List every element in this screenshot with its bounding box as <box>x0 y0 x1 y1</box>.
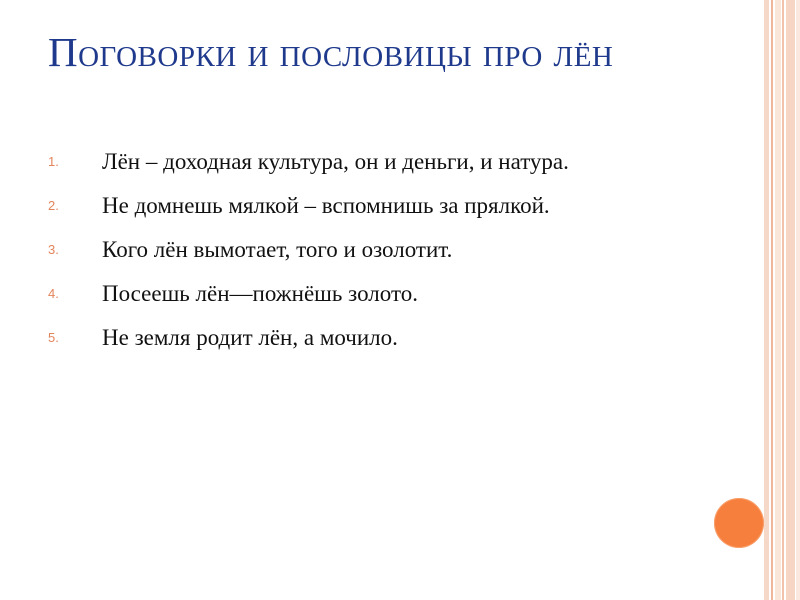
list-number: 1. <box>48 154 59 169</box>
list-number: 3. <box>48 242 59 257</box>
decorative-stripe <box>786 0 795 600</box>
decorative-circle <box>714 498 764 548</box>
list-item <box>48 278 668 309</box>
list-item <box>48 234 668 265</box>
list-number: 5. <box>48 330 59 345</box>
decorative-stripe <box>771 0 773 600</box>
proverb-text: Кого лён вымотает, того и озолотит. <box>102 237 453 262</box>
slide-title: Поговорки и пословицы про лён <box>48 29 614 75</box>
proverb-text: Посеешь лён—пожнёшь золото. <box>102 281 418 306</box>
list-item <box>48 190 668 221</box>
proverb-text: Не земля родит лён, а мочило. <box>102 325 398 350</box>
proverb-list <box>48 146 668 366</box>
proverb-text: Лён – доходная культура, он и деньги, и натура. <box>102 149 569 174</box>
list-number: 2. <box>48 198 59 213</box>
list-item <box>48 146 668 177</box>
list-number: 4. <box>48 286 59 301</box>
decorative-stripe <box>775 0 781 600</box>
list-item <box>48 322 668 353</box>
decorative-stripe <box>782 0 784 600</box>
decorative-stripe <box>796 0 800 600</box>
decorative-stripe <box>764 0 769 600</box>
proverb-text: Не домнешь мялкой – вспомнишь за прялкой. <box>102 193 550 218</box>
